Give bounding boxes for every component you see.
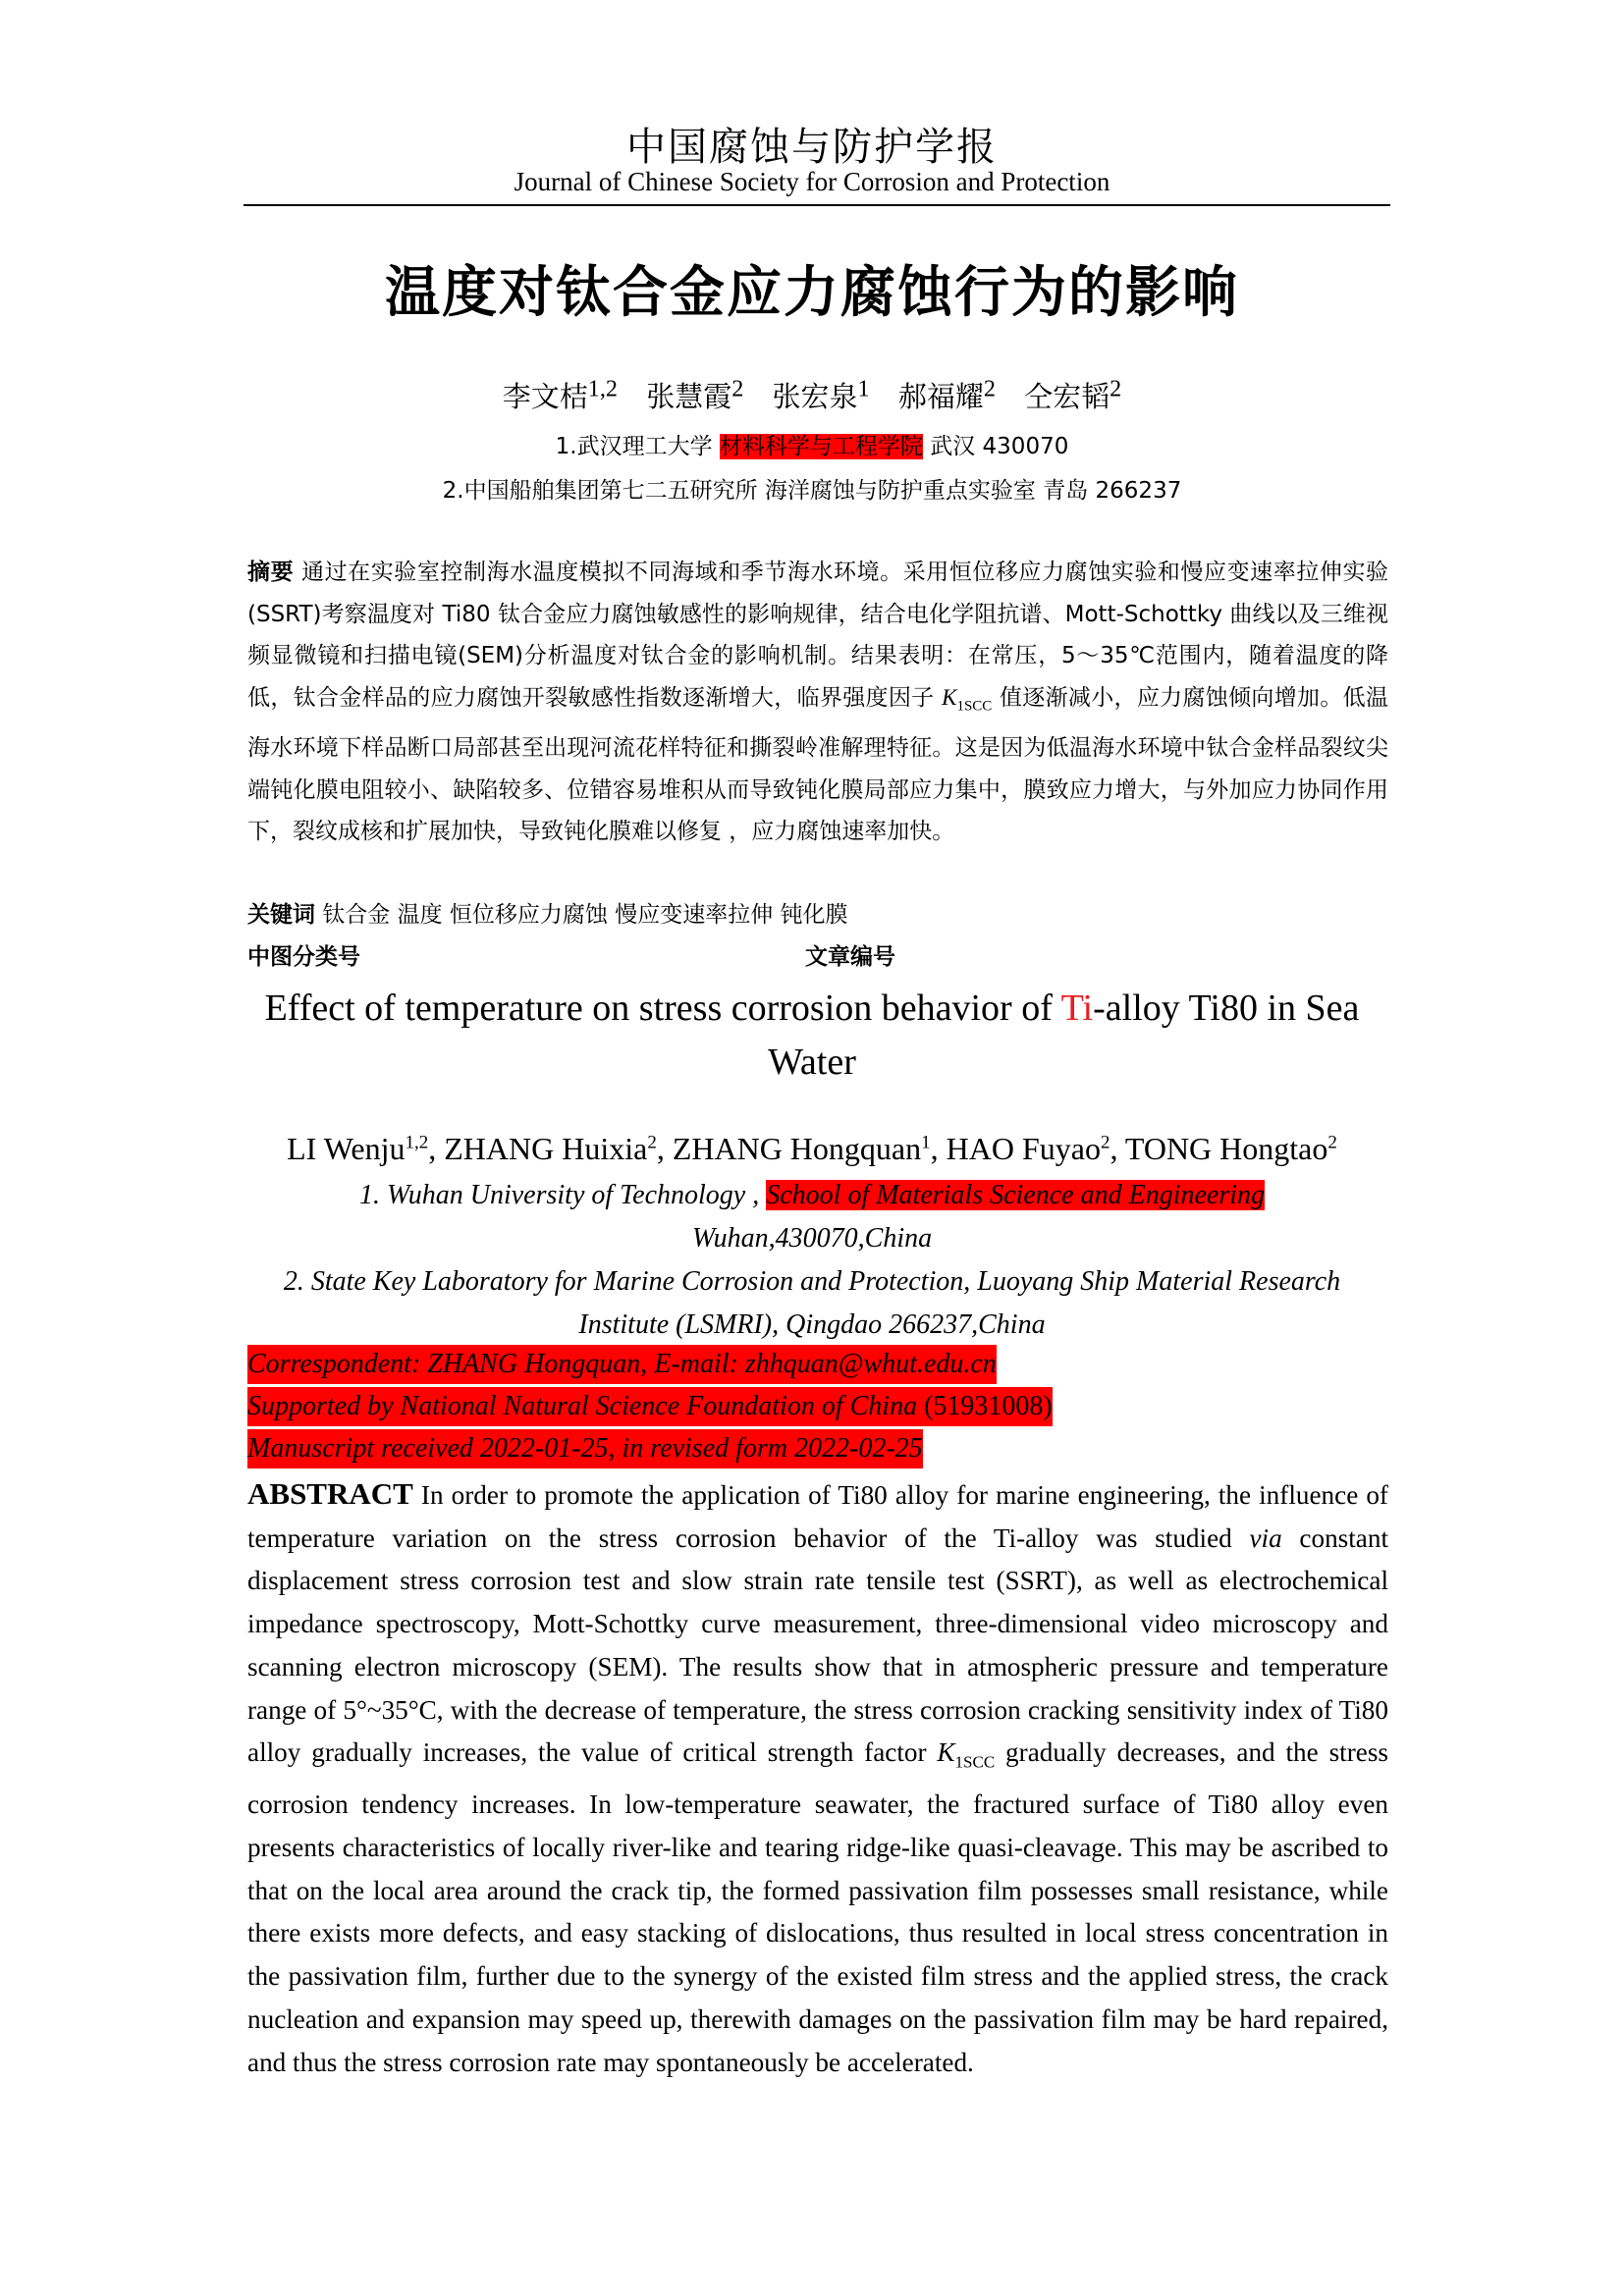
affiliation-en-2-city: Institute (LSMRI), Qingdao 266237,China — [578, 1309, 1046, 1340]
author-cn: 张慧霞$^2$ — [646, 375, 744, 413]
author-list-cn — [0, 375, 1624, 415]
author-en: HAO Fuyao$^2$ — [946, 1131, 1110, 1166]
header-divider — [244, 204, 1390, 206]
affiliation-en-1-city: Wuhan,430070,China — [691, 1223, 933, 1254]
abstract-label-en: ABSTRACT — [247, 1476, 413, 1511]
paper-title-cn: 温度对钛合金应力腐蚀行为的影响 — [385, 261, 1239, 325]
author-en: LI Wenju$^{1,2}$ — [287, 1131, 429, 1166]
article-number-label: 文章编号 — [805, 944, 895, 970]
author-cn: 郝福耀$^2$ — [897, 375, 996, 413]
paper-title-en: Effect of temperature on stress corrosion behavior of Ti-alloy Ti80 in Sea Water — [264, 988, 1360, 1083]
author-en: ZHANG Hongquan$^1$ — [672, 1131, 931, 1166]
highlighted-school-en: School of Materials Science and Engineering — [766, 1180, 1266, 1210]
author-en: TONG Hongtao$^2$ — [1124, 1131, 1337, 1166]
journal-name-cn: 中国腐蚀与防护学报 — [626, 125, 998, 170]
author-list-en: LI Wenju$^{1,2}$, ZHANG Huixia$^2$, ZHANG Hongquan$^1$, HAO Fuyao$^2$, TONG Hongtao$^2$ — [287, 1131, 1337, 1166]
author-cn: 张宏泉$^1$ — [772, 375, 870, 413]
affiliation-en-1: 1. Wuhan University of Technology , School of Materials Science and Engineering — [358, 1180, 1266, 1210]
author-en: ZHANG Huixia$^2$ — [444, 1131, 657, 1166]
keywords-cn: 关键词 钛合金 温度 恒位移应力腐蚀 慢应变速率拉伸 钝化膜 — [247, 902, 848, 928]
author-cn: 仝宏韬$^2$ — [1024, 375, 1122, 413]
title-highlight-ti: Ti — [1060, 988, 1094, 1029]
abstract-en: ABSTRACT In order to promote the application of Ti80 alloy for marine engineering, the influence of temperature variation on the stress corrosion behavior of the Ti-alloy was studied via constant displacement stress corrosion test and slow strain rate tensile test (SSRT), as well as electrochemical impedance spectroscopy, Mott-Schottky curve measurement, three-dimensional video microscopy and scanning electron microscopy (SEM). The results show that in atmospheric pressure and temperature range of 5°~35°C, with the decrease of temperature, the stress corrosion cracking sensitivity index of Ti80 alloy gradually increases, the value of critical strength factor $K_{1SCC}$ gradually decreases, and the stress corrosion tendency increases. In low-temperature seawater, the fractured surface of Ti80 alloy even presents characteristics of locally river-like and tearing ridge-like quasi-cleavage. This may be ascribed to that on the local area around the crack tip, the formed passivation film possesses small resistance, while there exists more defects, and easy stacking of dislocations, thus resulted in local stress concentration in the passivation film, further due to the synergy of the existed film stress and the applied stress, the crack nucleation and expansion may speed up, therewith damages on the passivation film may be hard repaired, and thus the stress corrosion rate may spontaneously be accelerated. — [247, 1476, 1389, 2077]
classification-row — [247, 938, 1388, 971]
funding-line: Supported by National Natural Science Foundation of China (51931008) — [247, 1387, 1053, 1426]
author-cn: 李文桔$^{1,2}$ — [502, 375, 618, 413]
keywords-label-cn: 关键词 — [247, 902, 315, 928]
affiliation-cn-1: 1.武汉理工大学 材料科学与工程学院 武汉 430070 — [555, 434, 1069, 459]
abstract-cn: 摘要 通过在实验室控制海水温度模拟不同海域和季节海水环境。采用恒位移应力腐蚀实验和慢应变速率拉伸实验(SSRT)考察温度对 Ti80 钛合金应力腐蚀敏感性的影响规律，结合电化学阻抗谱、Mott-Schottky 曲线以及三维视频显微镜和扫描电镜(SEM)分析温度对钛合金的影响机制。结果表明：在常压，5～35℃范围内，随着温度的降低，钛合金样品的应力腐蚀开裂敏感性指数逐渐增大，临界强度因子 $K_{1SCC}$ 值逐渐减小，应力腐蚀倾向增加。低温海水环境下样品断口局部甚至出现河流花样特征和撕裂岭准解理特征。这是因为低温海水环境中钛合金样品裂纹尖端钝化膜电阻较小、缺陷较多、位错容易堆积从而导致钝化膜局部应力集中，膜致应力增大，与外加应力协同作用下，裂纹成核和扩展加快，导致钝化膜难以修复 ，应力腐蚀速率加快。 — [247, 560, 1389, 845]
affiliation-en-2: 2. State Key Laboratory for Marine Corrosion and Protection, Luoyang Ship Material Research — [283, 1266, 1341, 1297]
clc-label: 中图分类号 — [247, 944, 360, 970]
abstract-label-cn: 摘要 — [247, 560, 295, 585]
correspondent-line: Correspondent: ZHANG Hongquan, E-mail: zhhquan@whut.edu.cn — [247, 1345, 997, 1384]
manuscript-dates-line: Manuscript received 2022-01-25, in revised form 2022-02-25 — [247, 1429, 923, 1468]
journal-name-en: Journal of Chinese Society for Corrosion and Protection — [514, 167, 1110, 196]
highlighted-school-cn: 材料科学与工程学院 — [719, 434, 923, 459]
affiliation-cn-2: 2.中国船舶集团第七二五研究所 海洋腐蚀与防护重点实验室 青岛 266237 — [442, 478, 1182, 504]
